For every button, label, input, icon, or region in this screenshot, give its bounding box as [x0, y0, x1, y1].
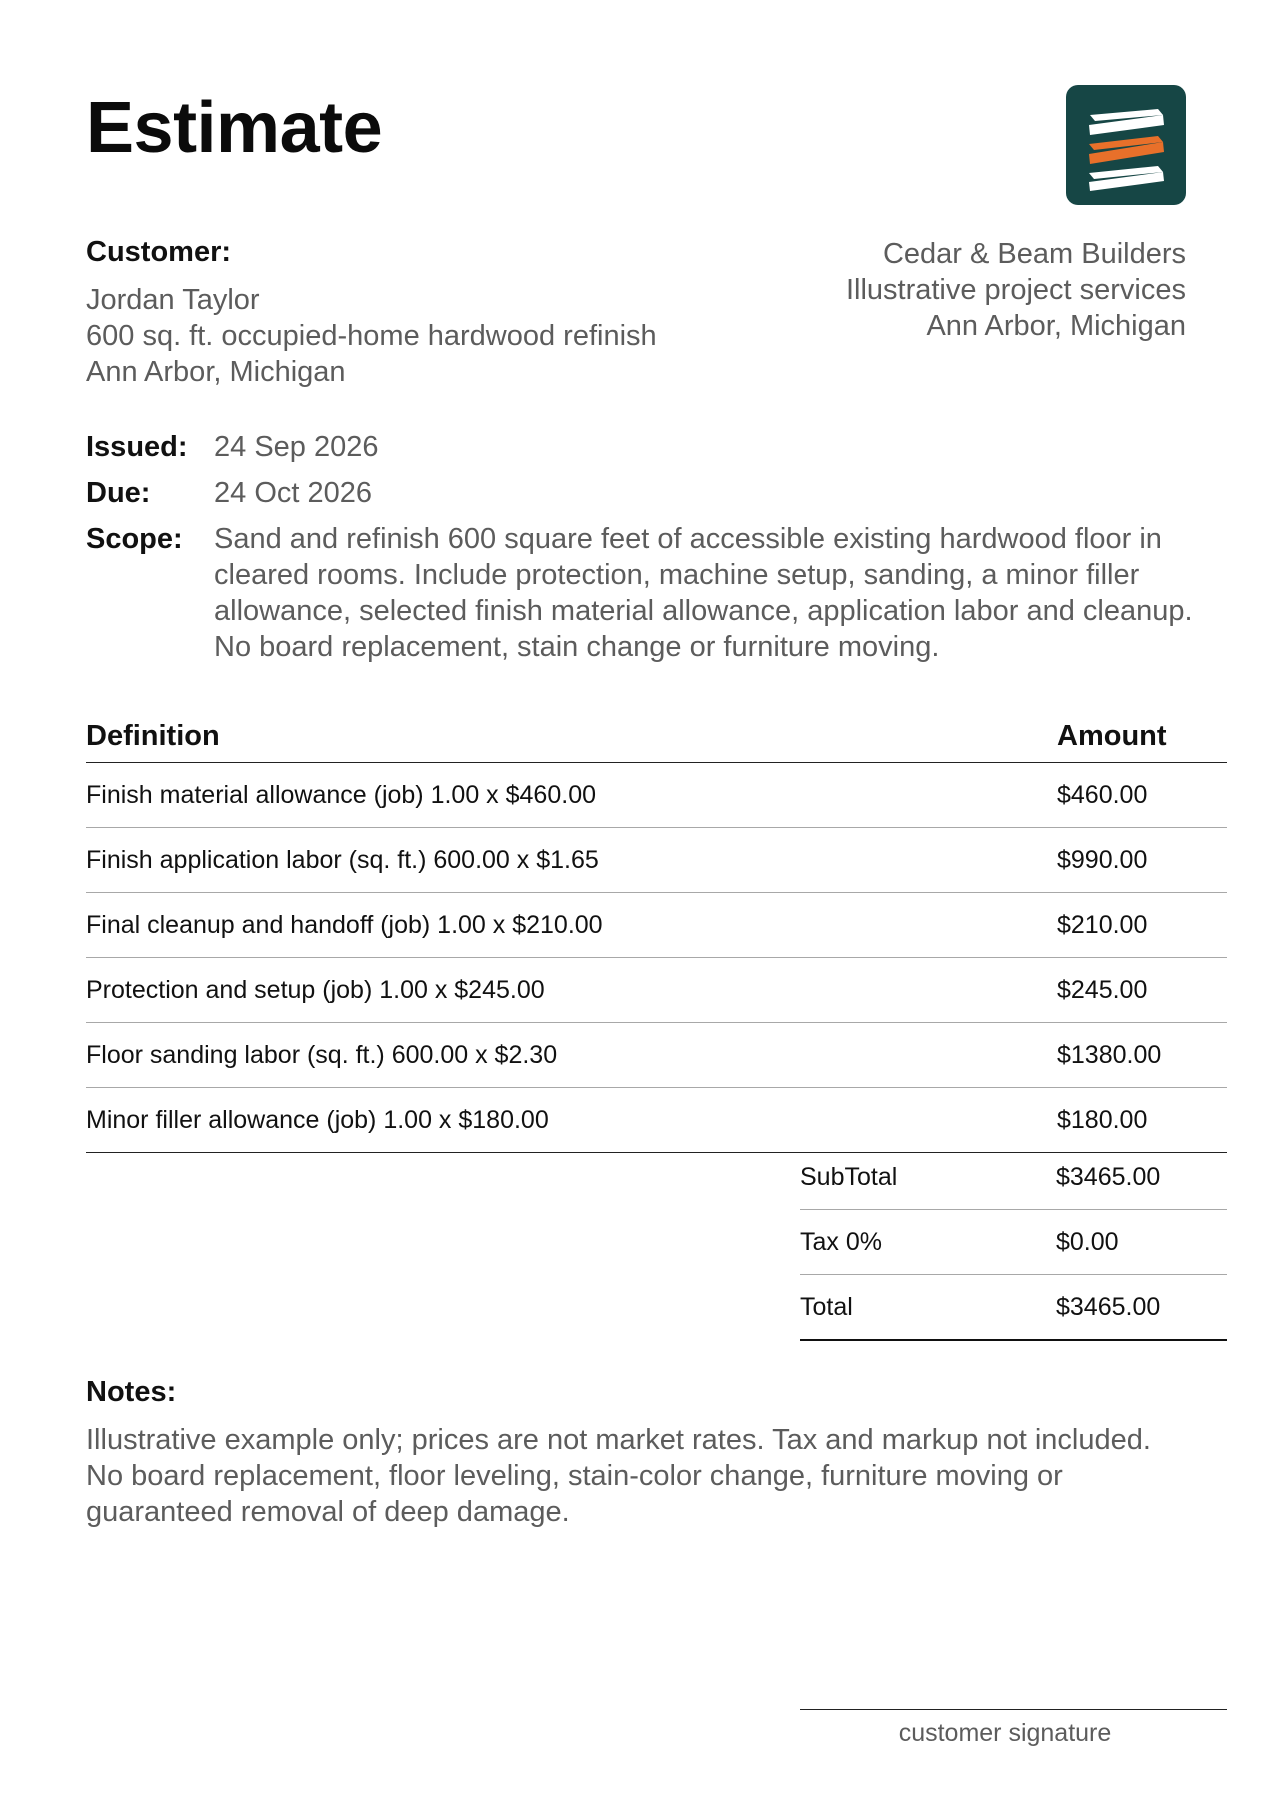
- definition-header: Definition: [86, 720, 220, 752]
- subtotal-label: SubTotal: [800, 1162, 898, 1191]
- item-definition: Finish application labor (sq. ft.) 600.00 x $1.65: [86, 845, 599, 874]
- tax-label: Tax 0%: [800, 1227, 882, 1256]
- issued-label: Issued:: [86, 431, 188, 463]
- due-date: 24 Oct 2026: [214, 477, 372, 509]
- tax-row: [800, 1210, 1227, 1275]
- signature-line: [800, 1709, 1227, 1710]
- amount-header: Amount: [1057, 720, 1167, 752]
- company-tagline: Illustrative project services: [845, 274, 1186, 306]
- table-header: [86, 720, 1227, 763]
- customer-project: 600 sq. ft. occupied-home hardwood refinish: [86, 320, 657, 352]
- estimate-meta: [86, 429, 1214, 675]
- scope-row: [86, 521, 1214, 665]
- notes-text: Illustrative example only; prices are not market rates. Tax and markup not included. No board replacement, floor leveling, stain-color change, furniture moving or guaranteed removal of deep damage.: [86, 1424, 1151, 1528]
- item-amount: $245.00: [1057, 975, 1148, 1004]
- table-row: [86, 958, 1227, 1023]
- customer-details: [86, 282, 657, 390]
- subtotal-value: $3465.00: [1056, 1162, 1161, 1191]
- total-value: $3465.00: [1056, 1292, 1161, 1321]
- table-row: [86, 1088, 1227, 1153]
- scope-text: Sand and refinish 600 square feet of accessible existing hardwood floor in cleared rooms. Include protection, machine setup, sanding, a minor filler allowance, selected finish material allowance, application labor and cleanup. No board replacement, stain change or furniture moving.: [214, 523, 1193, 663]
- item-amount: $210.00: [1057, 910, 1148, 939]
- due-row: [86, 475, 1214, 511]
- due-label: Due:: [86, 477, 151, 509]
- table-row: [86, 763, 1227, 828]
- item-amount: $990.00: [1057, 845, 1148, 874]
- table-row: [86, 1023, 1227, 1088]
- page-title: Estimate: [86, 88, 383, 168]
- table-row: [86, 893, 1227, 958]
- line-items-table: [86, 720, 1227, 1153]
- table-row: [86, 828, 1227, 893]
- total-label: Total: [800, 1292, 853, 1321]
- item-definition: Protection and setup (job) 1.00 x $245.00: [86, 975, 545, 1004]
- company-name: Cedar & Beam Builders: [882, 238, 1186, 270]
- stacked-boards-logo-icon: [1066, 85, 1186, 205]
- table-body: [86, 763, 1227, 1153]
- item-definition: Floor sanding labor (sq. ft.) 600.00 x $2.30: [86, 1040, 558, 1069]
- total-row: [800, 1275, 1227, 1341]
- item-amount: $460.00: [1057, 780, 1148, 809]
- subtotal-row: [800, 1145, 1227, 1210]
- issued-row: [86, 429, 1214, 465]
- customer-label: Customer:: [86, 236, 232, 268]
- customer-name: Jordan Taylor: [86, 284, 260, 316]
- issued-date: 24 Sep 2026: [214, 431, 379, 463]
- scope-label: Scope:: [86, 523, 183, 555]
- company-details: [846, 236, 1186, 344]
- item-amount: $1380.00: [1057, 1040, 1162, 1069]
- company-location: Ann Arbor, Michigan: [926, 310, 1186, 342]
- item-amount: $180.00: [1057, 1105, 1148, 1134]
- notes-label: Notes:: [86, 1376, 177, 1408]
- tax-value: $0.00: [1056, 1227, 1119, 1256]
- item-definition: Minor filler allowance (job) 1.00 x $180.00: [86, 1105, 549, 1134]
- customer-location: Ann Arbor, Michigan: [86, 356, 346, 388]
- totals-block: [800, 1145, 1227, 1341]
- item-definition: Finish material allowance (job) 1.00 x $460.00: [86, 780, 596, 809]
- company-logo: [1066, 85, 1186, 205]
- item-definition: Final cleanup and handoff (job) 1.00 x $210.00: [86, 910, 603, 939]
- signature-label: customer signature: [898, 1719, 1112, 1747]
